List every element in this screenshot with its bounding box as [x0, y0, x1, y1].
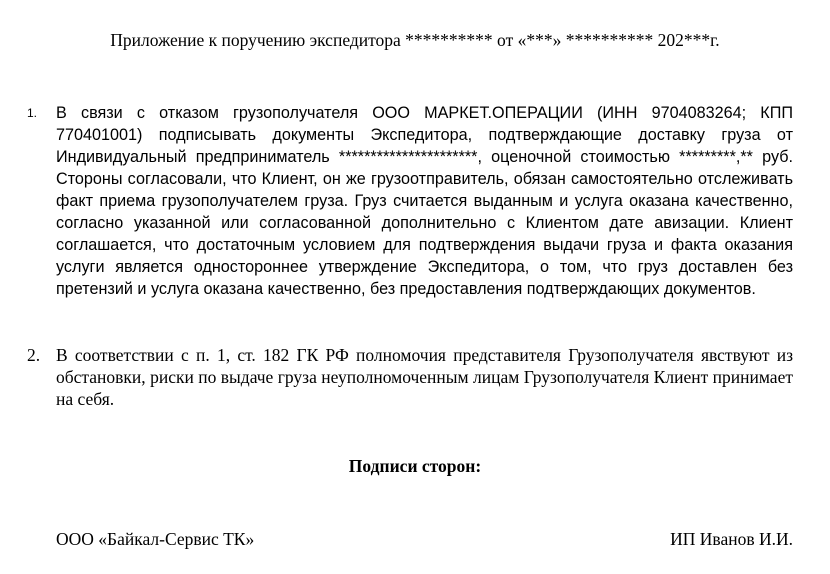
- signatures-heading: Подписи сторон:: [348, 456, 482, 476]
- document-title: Приложение к поручению экспедитора ********** от «***» ********** 202***г.: [110, 30, 720, 50]
- item-number-1: 1.: [27, 106, 38, 120]
- party-right-signature: ИП Иванов И.И.: [670, 529, 793, 549]
- party-left-signature: ООО «Байкал-Сервис ТК»: [56, 529, 255, 549]
- item-number-2: 2.: [27, 345, 41, 365]
- item-text-2: В соответствии с п. 1, ст. 182 ГК РФ полномочия представителя Грузополучателя явствуют из обстановки, риски по выдаче груза неуполномоченным лицам Грузополучателя Клиент принимает на себя.: [56, 345, 793, 409]
- item-text-1: В связи с отказом грузополучателя ООО МАРКЕТ.ОПЕРАЦИИ (ИНН 9704083264; КПП 770401001) подписывать документы Экспедитора, подтверждающие доставку груза от Индивидуальный предприниматель **********************, оценочной стоимостью *********,** руб. Стороны согласовали, что Клиент, он же грузоотправитель, обязан самостоятельно отслеживать факт приема грузополучателем груза. Груз считается выданным и услуга оказана качественно, согласно указанной или согласованной дополнительно с Клиентом дате авизации. Клиент соглашается, что достаточным условием для подтверждения выдачи груза и факта оказания услуги является одностороннее утверждение Экспедитора, о том, что груз доставлен без претензий и услуга оказана качественно, без предоставления подтверждающих документов.: [56, 104, 793, 298]
